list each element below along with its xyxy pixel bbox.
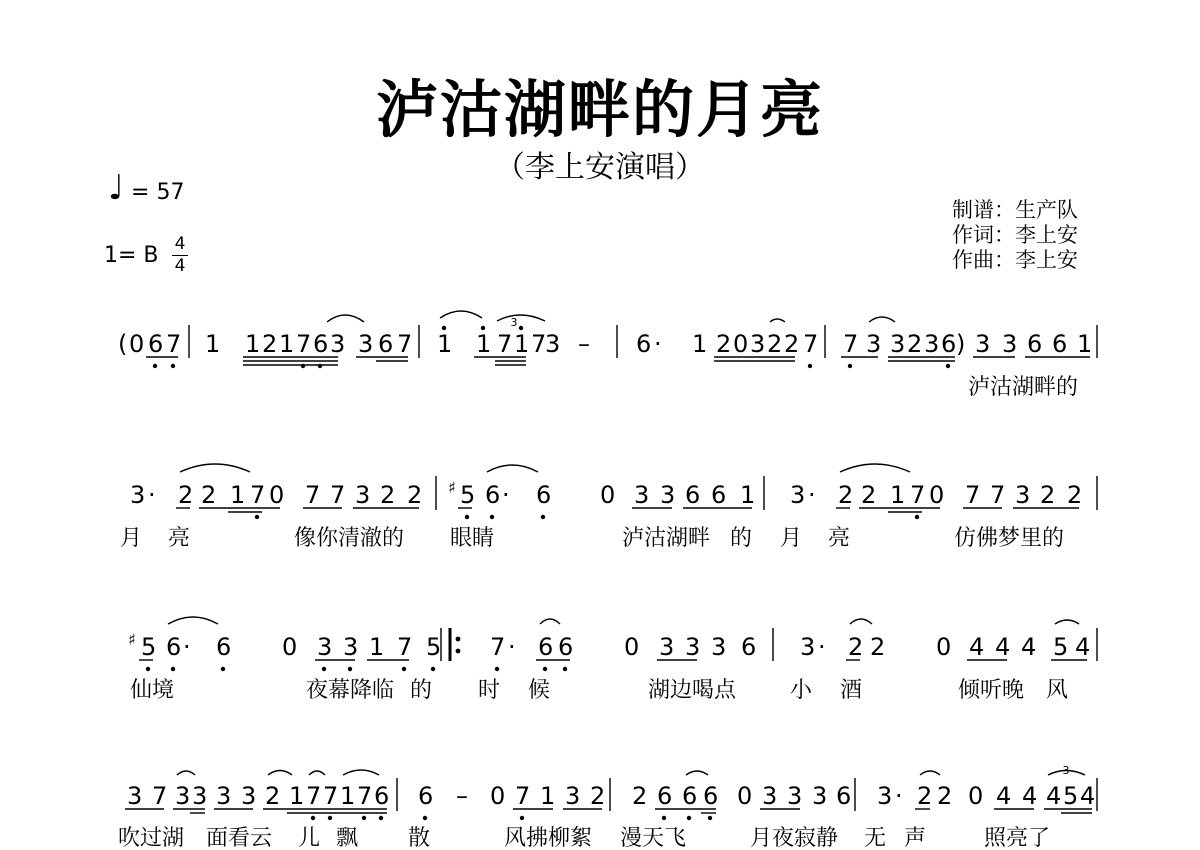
octave-dot-below (402, 667, 406, 671)
lyric: 夜幕降临 (306, 678, 395, 703)
note: 6 (148, 330, 164, 358)
note: 0 (737, 782, 753, 810)
triplet-number: 3 (510, 316, 518, 329)
octave-dot-above (519, 326, 523, 330)
note: · (654, 330, 662, 358)
note: · (508, 633, 516, 661)
octave-dot-below (423, 816, 427, 820)
note: 6 (166, 633, 182, 661)
octave-dot-below (662, 816, 666, 820)
note: 4 (969, 633, 985, 661)
note: 2 (1067, 481, 1083, 509)
repeat-dot (456, 649, 461, 654)
note: 3 (130, 481, 146, 509)
note: 3 (216, 782, 232, 810)
lyric: 亮 (828, 526, 851, 551)
lyric: 时 (478, 678, 501, 703)
song-subtitle: （李上安演唱） (495, 150, 705, 185)
note: 6 (657, 782, 673, 810)
note: – (456, 782, 468, 810)
note: 1 (514, 330, 530, 358)
note: 2 (716, 330, 732, 358)
octave-dot-below (848, 364, 852, 368)
lyric: 泸沽湖畔 (622, 526, 711, 551)
credit-arranger: 制谱：生产队 (952, 198, 1078, 222)
octave-dot-below (520, 816, 524, 820)
note: 3 (790, 481, 806, 509)
note: 3 (800, 633, 816, 661)
note: 6 (941, 330, 957, 358)
octave-dot-below (915, 515, 919, 519)
note: 7 (397, 330, 413, 358)
note: · (818, 633, 826, 661)
note: 3 (192, 782, 208, 810)
note: 6 (1027, 330, 1043, 358)
octave-dot-below (541, 515, 545, 519)
note: 0 (733, 330, 749, 358)
note: 5 (426, 633, 442, 661)
note: 0 (936, 633, 952, 661)
note: 2 (262, 330, 278, 358)
note: 2 (380, 481, 396, 509)
note: 3 (358, 330, 374, 358)
note: 2 (870, 633, 886, 661)
time-signature-top: 4 (174, 234, 186, 254)
lyric: 泸沽湖畔的 (968, 375, 1079, 400)
octave-dot-below (301, 364, 305, 368)
note: 3 (330, 330, 346, 358)
note: 3 (241, 782, 257, 810)
note: 5 (1063, 782, 1079, 810)
lyric: 月 (780, 526, 803, 551)
lyric: 漫天飞 (620, 826, 687, 850)
octave-dot-below (379, 816, 383, 820)
note: 6 (741, 633, 757, 661)
note: 3 (866, 330, 882, 358)
octave-dot-below (431, 667, 435, 671)
octave-dot-below (348, 667, 352, 671)
octave-dot-below (708, 816, 712, 820)
score-systems (118, 326, 1095, 850)
note: 3 (812, 782, 828, 810)
note: 2 (178, 481, 194, 509)
octave-dot-below (311, 816, 315, 820)
note: ) (956, 330, 966, 358)
note: 2 (917, 782, 933, 810)
note: 1 (340, 782, 356, 810)
note: 3 (787, 782, 803, 810)
note: 6 (711, 481, 727, 509)
lyric: 眼睛 (450, 526, 495, 551)
lyric: 倾听晚 (958, 678, 1025, 703)
note: 3 (1015, 481, 1031, 509)
note: 7 (397, 633, 413, 661)
note: ♯ (448, 478, 456, 497)
note: 4 (1075, 633, 1091, 661)
note: 7 (965, 481, 981, 509)
note: 3 (685, 633, 701, 661)
quarter-note-icon: ♩ (108, 168, 125, 208)
note: 1 (245, 330, 261, 358)
note: 7 (843, 330, 859, 358)
lyric: 的 (730, 526, 753, 551)
note: 3 (750, 330, 766, 358)
octave-dot-below (328, 816, 332, 820)
note: 2 (632, 782, 648, 810)
lyric: 亮 (168, 526, 191, 551)
note: 7 (990, 481, 1006, 509)
octave-dot-below (255, 515, 259, 519)
note: 4 (1046, 782, 1062, 810)
note: 7 (803, 330, 819, 358)
octave-dot-below (495, 667, 499, 671)
lyric: 照亮了 (984, 826, 1051, 850)
note: 1 (692, 330, 708, 358)
note: 3 (924, 330, 940, 358)
note: 3 (343, 633, 359, 661)
note: 7 (250, 481, 266, 509)
note: 7 (166, 330, 182, 358)
note: · (148, 481, 156, 509)
note: 0 (624, 633, 640, 661)
note: 0 (929, 481, 945, 509)
note: 2 (848, 633, 864, 661)
octave-dot-below (563, 667, 567, 671)
note: 1 (230, 481, 246, 509)
note: ♯ (128, 630, 136, 649)
note: 6 (378, 330, 394, 358)
note: 6 (313, 330, 329, 358)
note: 6 (685, 481, 701, 509)
octave-dot-below (221, 667, 225, 671)
lyric: 面看云 (206, 826, 273, 850)
note: 1 (205, 330, 221, 358)
note: 7 (330, 481, 346, 509)
lyric: 小 (790, 678, 813, 703)
lyric: 的 (410, 678, 433, 703)
note: 7 (910, 481, 926, 509)
note: 7 (296, 330, 312, 358)
note: 6 (636, 330, 652, 358)
note: 0 (129, 330, 145, 358)
octave-dot-below (946, 364, 950, 368)
note: 2 (861, 481, 877, 509)
key-signature: 1= B (104, 243, 159, 268)
note: 0 (600, 481, 616, 509)
note: 4 (1022, 782, 1038, 810)
octave-dot-below (318, 364, 322, 368)
tempo-value: = 57 (131, 180, 185, 205)
note: 3 (711, 633, 727, 661)
note: 3 (660, 481, 676, 509)
note: 7 (152, 782, 168, 810)
note: 6 (374, 782, 390, 810)
note: 6 (558, 633, 574, 661)
note: 3 (634, 481, 650, 509)
note: 4 (995, 633, 1011, 661)
system-1 (118, 326, 1092, 400)
octave-dot-below (362, 816, 366, 820)
credit-composer: 作曲：李上安 (952, 248, 1078, 272)
lyric: 候 (528, 678, 551, 703)
octave-dot-above (481, 326, 485, 330)
octave-dot-below (146, 667, 150, 671)
note: 0 (968, 782, 984, 810)
note: 7 (531, 330, 547, 358)
note: 6 (682, 782, 698, 810)
lyric: 像你清澈的 (294, 526, 405, 551)
note: 0 (490, 782, 506, 810)
note: 2 (838, 481, 854, 509)
octave-dot-below (687, 816, 691, 820)
note: 6 (1052, 330, 1068, 358)
note: 1 (437, 330, 453, 358)
note: 3 (890, 330, 906, 358)
system-4 (118, 782, 1095, 850)
score-marks (125, 311, 1097, 813)
note: 5 (1053, 633, 1069, 661)
lyric: 吹过湖 (118, 826, 185, 850)
note: 6 (216, 633, 232, 661)
repeat-dot (456, 637, 461, 642)
octave-dot-below (171, 667, 175, 671)
credit-lyricist: 作词：李上安 (952, 223, 1078, 247)
note: 3 (975, 330, 991, 358)
octave-dot-below (322, 667, 326, 671)
note: 7 (305, 481, 321, 509)
note: 2 (784, 330, 800, 358)
note: 6 (536, 481, 552, 509)
note: 3 (545, 330, 561, 358)
system-3 (128, 630, 1090, 703)
note: 3 (355, 481, 371, 509)
song-title: 泸沽湖畔的月亮 (375, 73, 824, 146)
note: 5 (141, 633, 157, 661)
note: 3 (762, 782, 778, 810)
note: 2 (1040, 481, 1056, 509)
octave-dot-below (808, 364, 812, 368)
note: 4 (996, 782, 1012, 810)
note: 2 (590, 782, 606, 810)
system-2 (120, 478, 1082, 551)
note: 7 (357, 782, 373, 810)
note: 3 (1002, 330, 1018, 358)
note: 3 (175, 782, 191, 810)
lyric: 儿 (298, 826, 321, 850)
lyric: 仿佛梦里的 (954, 526, 1065, 551)
lyric: 月夜寂静 (750, 826, 839, 850)
lyric: 仙境 (130, 678, 175, 703)
note: 2 (907, 330, 923, 358)
note: 1 (289, 782, 305, 810)
note: – (578, 330, 590, 358)
lyric: 湖边喝点 (648, 678, 737, 703)
note: 5 (460, 481, 476, 509)
note: 7 (515, 782, 531, 810)
triplet-number: 3 (1062, 764, 1070, 777)
note: 7 (490, 633, 506, 661)
note: 1 (279, 330, 295, 358)
note: 4 (1021, 633, 1037, 661)
octave-dot-below (153, 364, 157, 368)
note: 7 (323, 782, 339, 810)
note: 6 (703, 782, 719, 810)
octave-dot-above (442, 326, 446, 330)
note: 2 (407, 481, 423, 509)
note: 6 (485, 481, 501, 509)
note: 3 (565, 782, 581, 810)
note: 6 (538, 633, 554, 661)
note: 7 (497, 330, 513, 358)
lyric: 风拂柳絮 (504, 826, 593, 850)
note: 2 (201, 481, 217, 509)
octave-dot-below (465, 515, 469, 519)
note: 1 (890, 481, 906, 509)
note: 0 (282, 633, 298, 661)
lyric: 声 (904, 826, 927, 850)
note: 6 (418, 782, 434, 810)
note: 3 (317, 633, 333, 661)
note: 3 (127, 782, 143, 810)
note: 2 (937, 782, 953, 810)
lyric: 飘 (336, 826, 359, 850)
octave-dot-below (490, 515, 494, 519)
note: 2 (265, 782, 281, 810)
lyric: 无 (864, 826, 887, 850)
note: 1 (540, 782, 556, 810)
note: · (808, 481, 816, 509)
note: · (895, 782, 903, 810)
note: 1 (1077, 330, 1093, 358)
time-signature-bottom: 4 (174, 256, 186, 276)
lyric: 月 (120, 526, 143, 551)
note: 1 (476, 330, 492, 358)
lyric: 散 (408, 826, 431, 850)
octave-dot-below (543, 667, 547, 671)
note: 6 (836, 782, 852, 810)
note: 1 (369, 633, 385, 661)
lyric: 风 (1046, 678, 1069, 703)
note: ( (118, 330, 128, 358)
note: 1 (740, 481, 756, 509)
lyric: 酒 (840, 678, 863, 703)
octave-dot-below (171, 364, 175, 368)
note: 0 (269, 481, 285, 509)
note: · (502, 481, 510, 509)
note: 2 (767, 330, 783, 358)
note: · (183, 633, 191, 661)
note: 3 (659, 633, 675, 661)
note: 3 (877, 782, 893, 810)
note: 7 (306, 782, 322, 810)
note: 4 (1080, 782, 1096, 810)
